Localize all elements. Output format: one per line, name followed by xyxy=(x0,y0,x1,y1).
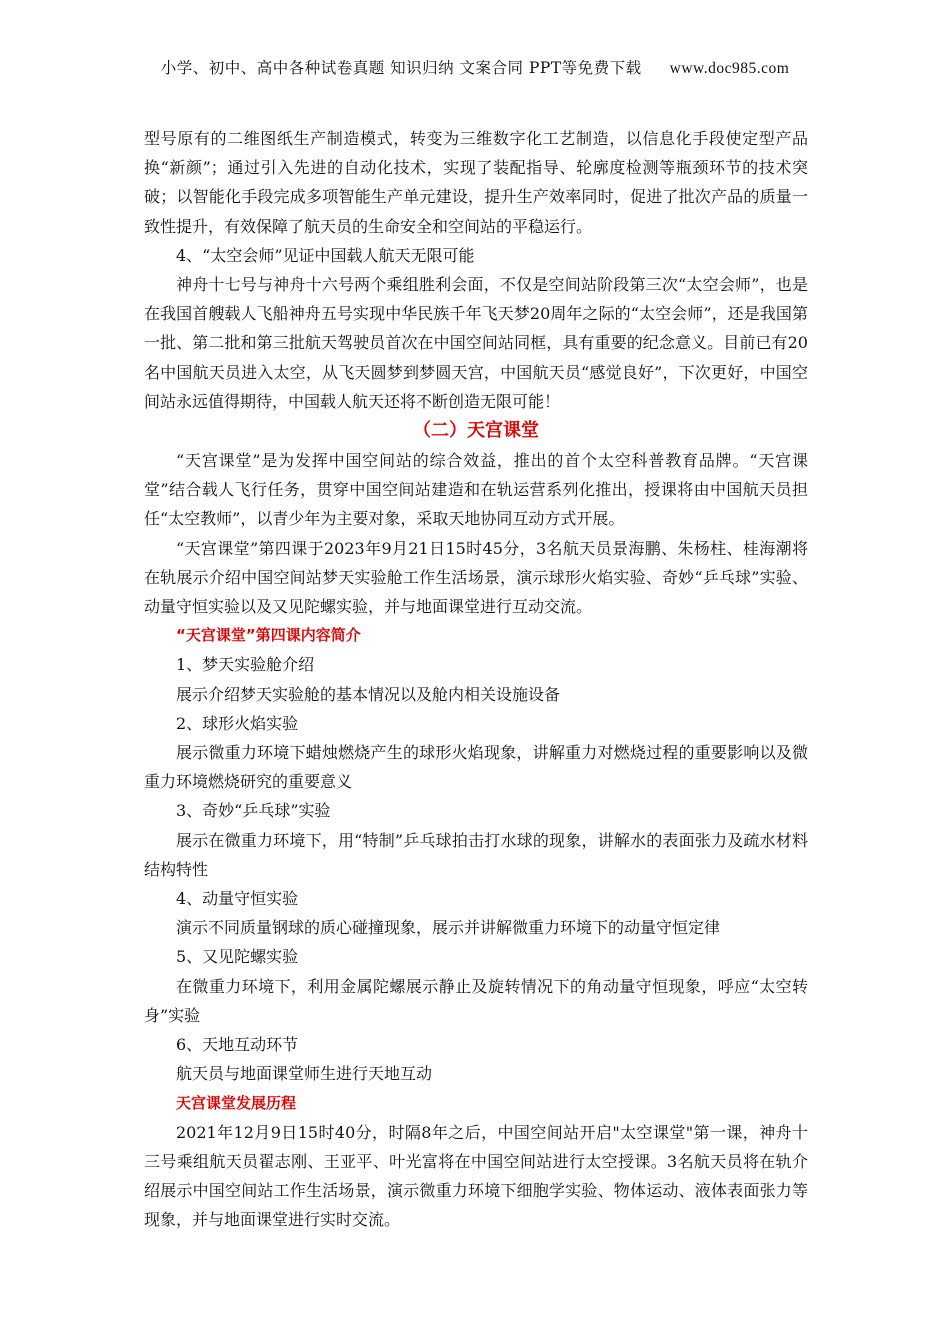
list-item-title: 1、梦天实验舱介绍 xyxy=(176,655,315,675)
history-paragraph: 2021年12月9日15时40分，时隔8年之后，中国空间站开启"太空课堂"第一课，神舟十三号乘组航天员翟志刚、王亚平、叶光富将在中国空间站进行太空授课。3名航天员将在轨介绍展示中国空间站工作生活场景，演示微重力环境下细胞学实验、物体运动、液体表面张力等现象，并与地面课堂进行实时交流。 xyxy=(144,1122,808,1230)
list-item-title: 6、天地互动环节 xyxy=(176,1035,299,1055)
list-item-body: 演示不同质量钢球的质心碰撞现象，展示并讲解微重力环境下的动量守恒定律 xyxy=(176,918,721,938)
list-item-body: 展示在微重力环境下，用“特制”乒乓球拍击打水球的现象，讲解水的表面张力及疏水材料结构特性 xyxy=(144,830,808,879)
lesson-four-subhead: “天宫课堂”第四课内容简介 xyxy=(176,626,361,645)
section-title: （二）天宫课堂 xyxy=(413,420,539,442)
list-item-title: 5、又见陀螺实验 xyxy=(176,947,299,967)
list-item-title: 2、球形火焰实验 xyxy=(176,713,299,733)
list-item-body: 展示微重力环境下蜡烛燃烧产生的球形火焰现象，讲解重力对燃烧过程的重要影响以及微重力环境燃烧研究的重要意义 xyxy=(144,743,808,792)
document-body xyxy=(144,124,808,1235)
list-item-body: 在微重力环境下，利用金属陀螺展示静止及旋转情况下的角动量守恒现象，呼应“太空转身”实验 xyxy=(144,976,808,1025)
history-subhead: 天宫课堂发展历程 xyxy=(176,1093,297,1112)
section-paragraph-1: “天宫课堂”是为发挥中国空间站的综合效益，推出的首个太空科普教育品牌。“天宫课堂”结合载人飞行任务，贯穿中国空间站建造和在轨运营系列化推出，授课将由中国航天员担任“太空教师”，以青少年为主要对象，采取天地协同互动方式开展。 xyxy=(144,451,808,529)
intro-paragraph: 型号原有的二维图纸生产制造模式，转变为三维数字化工艺制造，以信息化手段使定型产品换“新颜”；通过引入先进的自动化技术，实现了装配指导、轮廓度检测等瓶颈环节的技术突破；以智能化手段完成多项智能生产单元建设，提升生产效率同时，促进了批次产品的质量一致性提升，有效保障了航天员的生命安全和空间站的平稳运行。 xyxy=(144,129,808,236)
item4-title: 4、“太空会师”见证中国载人航天无限可能 xyxy=(176,245,475,265)
list-item-body: 航天员与地面课堂师生进行天地互动 xyxy=(176,1064,433,1084)
section-paragraph-2: “天宫课堂”第四课于2023年9月21日15时45分，3名航天员景海鹏、朱杨柱、桂海潮将在轨展示介绍中国空间站梦天实验舱工作生活场景，演示球形火焰实验、奇妙“乒乓球”实验、动量守恒实验以及又见陀螺实验，并与地面课堂进行互动交流。 xyxy=(144,538,808,617)
page-header xyxy=(0,56,950,78)
header-title: 小学、初中、高中各种试卷真题 知识归纳 文案合同 PPT等免费下载 xyxy=(160,59,642,77)
list-item-body: 展示介绍梦天实验舱的基本情况以及舱内相关设施设备 xyxy=(176,684,561,704)
list-item-title: 3、奇妙“乒乓球”实验 xyxy=(176,801,331,821)
header-url[interactable]: www.doc985.com xyxy=(669,60,790,77)
list-item-title: 4、动量守恒实验 xyxy=(176,889,299,909)
item4-body: 神舟十七号与神舟十六号两个乘组胜利会面，不仅是空间站阶段第三次“太空会师”，也是在我国首艘载人飞船神舟五号实现中华民族千年飞天梦20周年之际的“太空会师”，还是我国第一批、第二批和第三批航天驾驶员首次在中国空间站同框，具有重要的纪念意义。目前已有20名中国航天员进入太空，从飞天圆梦到梦圆天宫，中国航天员“感觉良好”，下次更好，中国空间站永远值得期待，中国载人航天还将不断创造无限可能！ xyxy=(144,275,808,411)
